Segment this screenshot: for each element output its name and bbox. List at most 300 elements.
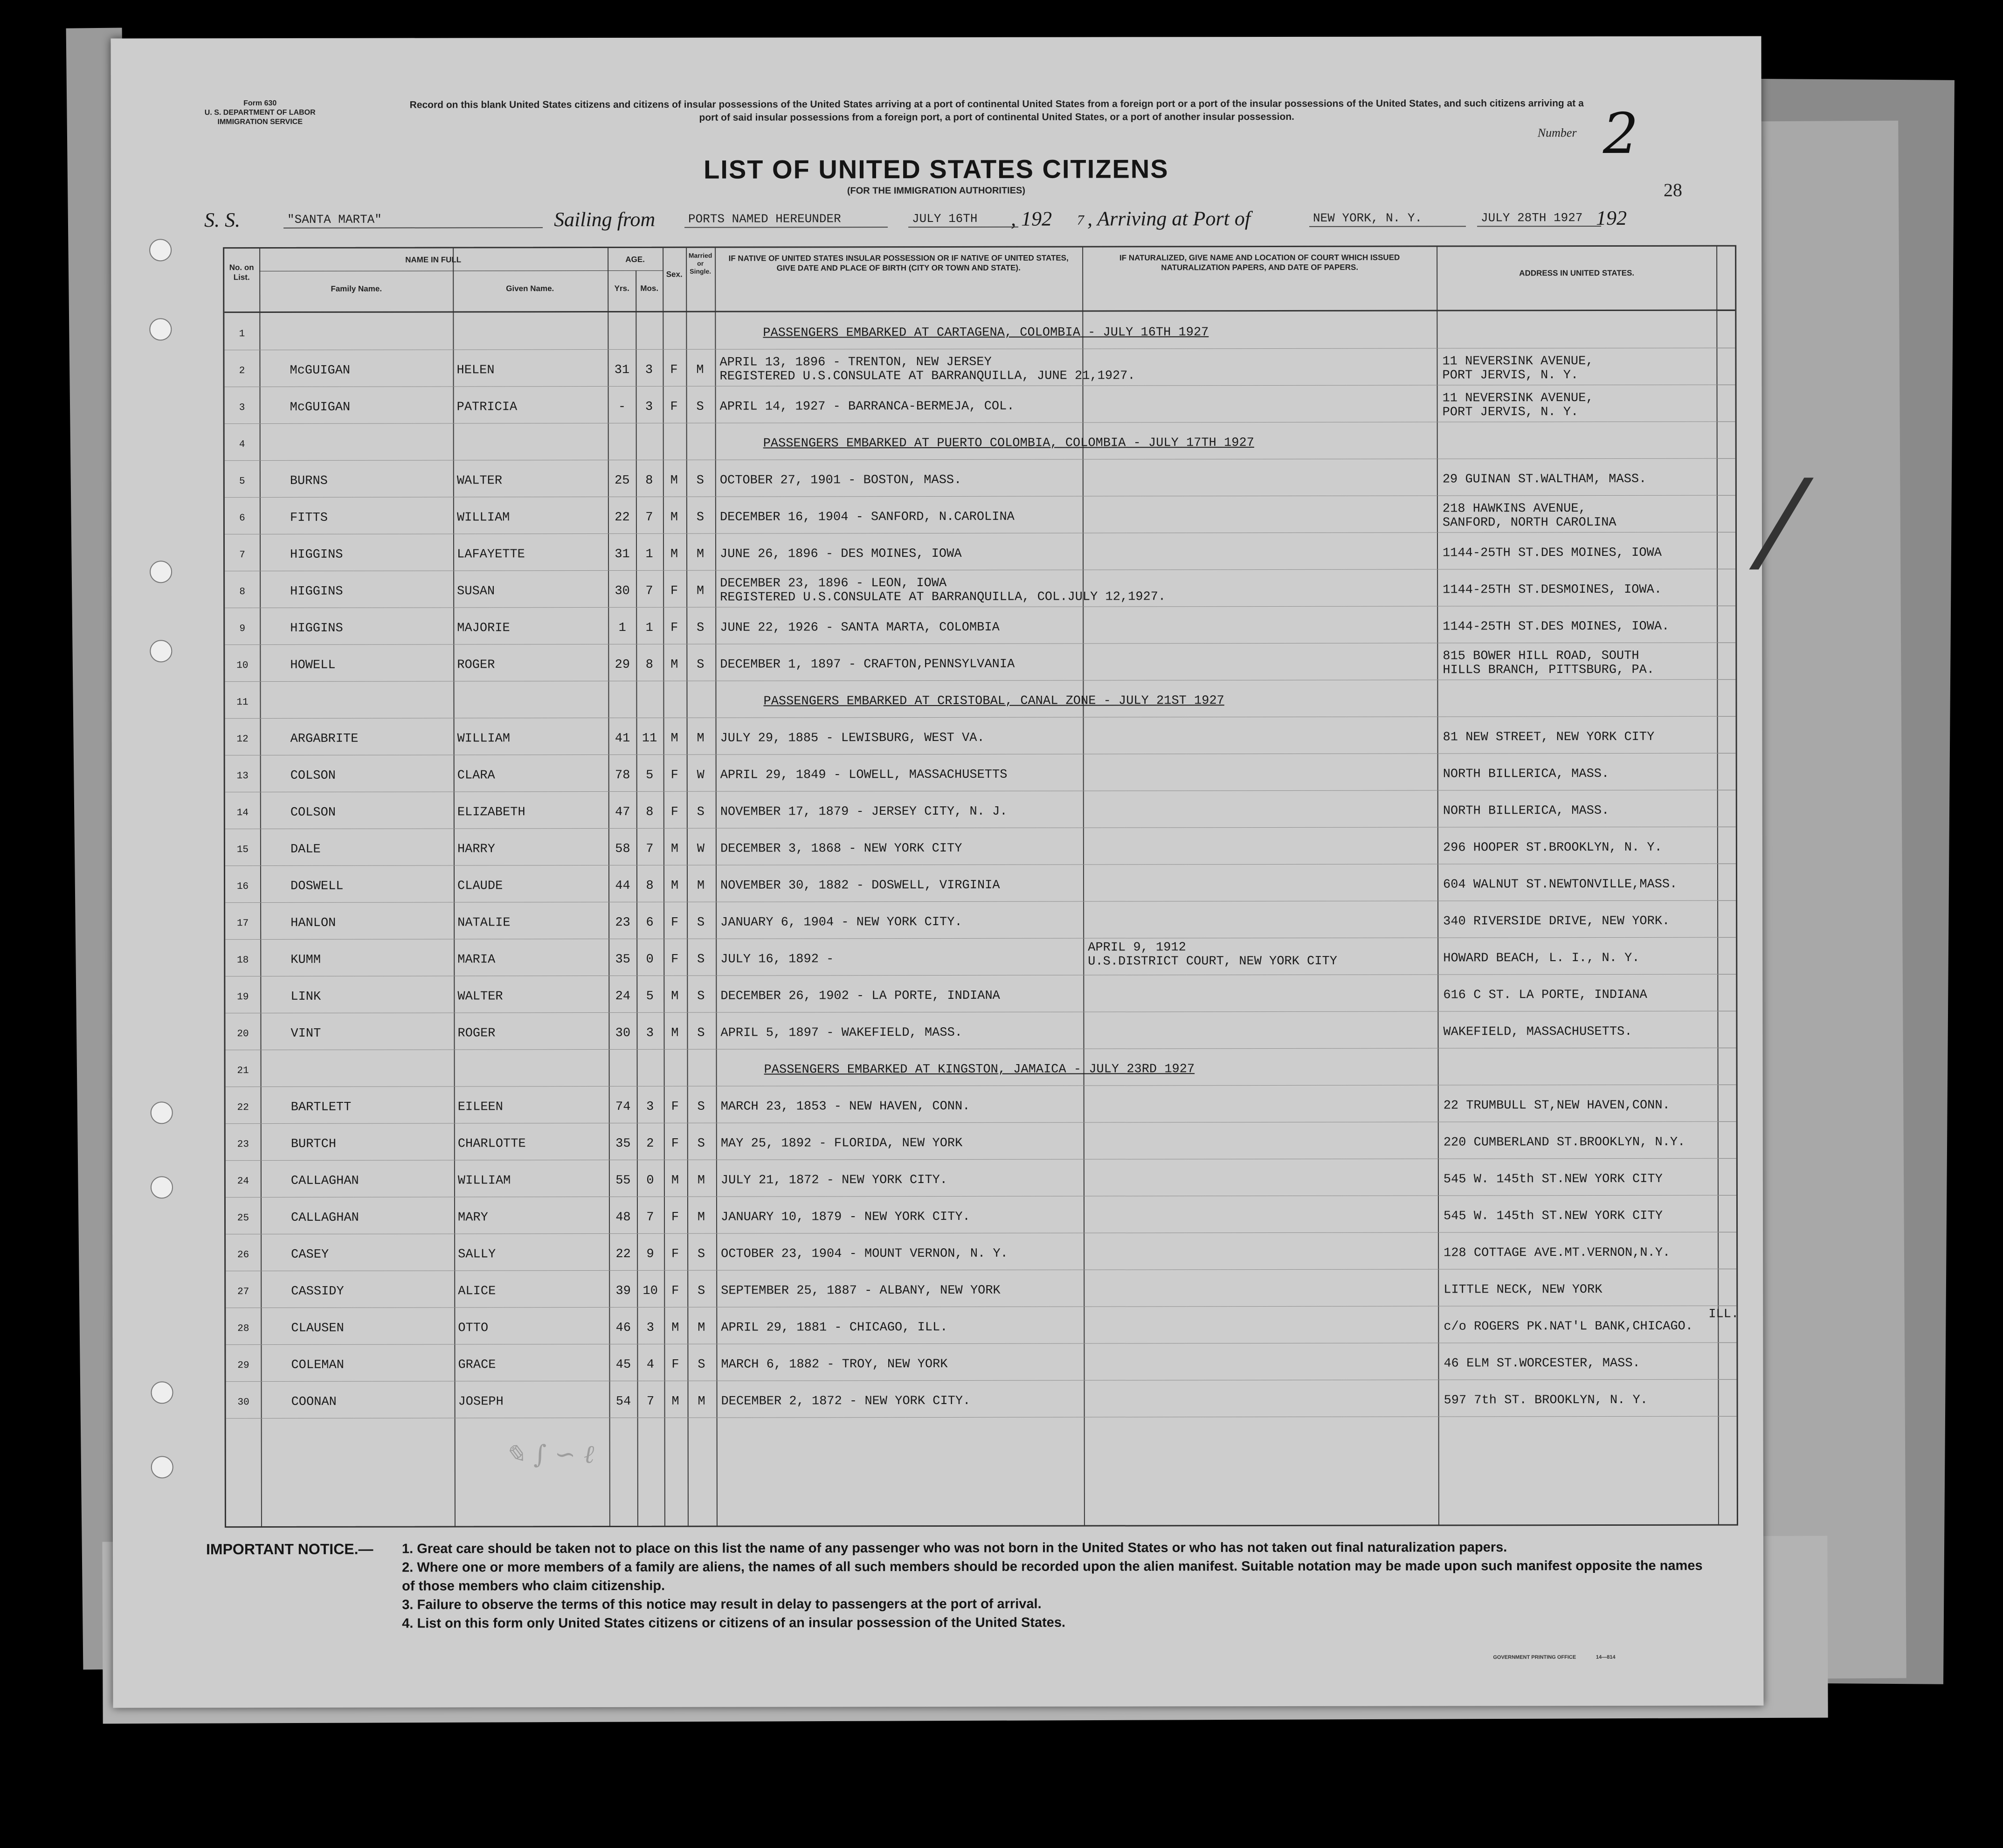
marital-status: S bbox=[698, 1247, 705, 1261]
age-years: 22 bbox=[615, 1247, 631, 1261]
given-name: WILLIAM bbox=[457, 1174, 511, 1188]
marital-status: S bbox=[697, 1100, 705, 1114]
birth-date-place: MARCH 23, 1853 - NEW HAVEN, CONN. bbox=[720, 1099, 970, 1114]
age-months: 3 bbox=[645, 363, 653, 377]
address: 128 COTTAGE AVE.MT.VERNON,N.Y. bbox=[1444, 1246, 1671, 1260]
age-years: 1 bbox=[618, 621, 626, 635]
sex: M bbox=[670, 731, 678, 746]
age-months: 1 bbox=[645, 621, 653, 635]
table-row bbox=[225, 495, 1735, 534]
row-number: 3 bbox=[239, 402, 245, 414]
pencil-mark: ⁄ bbox=[1771, 456, 1792, 597]
given-name: SUSAN bbox=[457, 584, 495, 599]
given-name: OTTO bbox=[458, 1321, 489, 1336]
ss-label: S. S. bbox=[204, 208, 241, 232]
service-name: IMMIGRATION SERVICE bbox=[217, 118, 303, 126]
birth-date-place: DECEMBER 26, 1902 - LA PORTE, INDIANA bbox=[720, 989, 1000, 1004]
sex: F bbox=[671, 952, 679, 967]
given-name: PATRICIA bbox=[456, 400, 518, 415]
given-name: ROGER bbox=[457, 1026, 496, 1041]
header-married-single: Married or Single. bbox=[688, 251, 712, 275]
birth-date-place: JANUARY 6, 1904 - NEW YORK CITY. bbox=[720, 915, 962, 930]
page-number: 28 bbox=[1663, 179, 1682, 201]
embarkation-heading: PASSENGERS EMBARKED AT CARTAGENA, COLOMBIA - JULY 16TH 1927 bbox=[763, 325, 1209, 340]
sex: M bbox=[670, 879, 679, 893]
table-row bbox=[226, 1158, 1736, 1197]
row-number: 15 bbox=[236, 844, 249, 856]
family-name: BURTCH bbox=[290, 1137, 337, 1151]
marital-status: M bbox=[697, 1210, 705, 1225]
address-line2: PORT JERVIS, N. Y. bbox=[1442, 405, 1579, 420]
binder-hole bbox=[149, 239, 172, 261]
age-months: 8 bbox=[645, 473, 653, 488]
given-name: WILLIAM bbox=[456, 511, 510, 525]
birth-date-place: APRIL 5, 1897 - WAKEFIELD, MASS. bbox=[720, 1025, 962, 1040]
birth-date-place: DECEMBER 16, 1904 - SANFORD, N.CAROLINA bbox=[719, 510, 1015, 525]
marital-status: M bbox=[697, 1173, 705, 1188]
sailing-date: JULY 16TH bbox=[908, 212, 1018, 228]
section-heading-row bbox=[224, 311, 1735, 350]
sex: F bbox=[670, 584, 678, 598]
marital-status: M bbox=[696, 547, 705, 561]
notice-item: 1. Great care should be taken not to place on this list the name of any passenger who was not born in the United States or who has not taken out final naturalization papers. bbox=[402, 1540, 1507, 1557]
table-row bbox=[225, 827, 1736, 866]
age-years: 39 bbox=[615, 1284, 631, 1298]
age-years: 74 bbox=[615, 1100, 631, 1114]
row-number: 10 bbox=[236, 660, 249, 671]
age-months: 3 bbox=[646, 1100, 654, 1114]
address: 545 W. 145th ST.NEW YORK CITY bbox=[1444, 1209, 1663, 1224]
record-instructions: Record on this blank United States citizens and citizens of insular possessions of the United States arriving at a port of continental United States from a foreign port or a port of the insular possessions of the United States, and such citizens arriving at a port of said insular possessions from a foreign port, a port of continental United States, or a port of another insular possession. bbox=[409, 98, 1584, 123]
binder-hole bbox=[149, 318, 172, 340]
address-line2: PORT JERVIS, N. Y. bbox=[1442, 368, 1579, 383]
table-row bbox=[224, 348, 1735, 387]
sex: M bbox=[671, 989, 679, 1004]
row-number: 23 bbox=[237, 1139, 249, 1150]
given-name: MARIA bbox=[457, 953, 496, 967]
family-name: CLAUSEN bbox=[291, 1321, 344, 1336]
printer-imprint bbox=[1493, 1654, 1615, 1660]
age-years: 46 bbox=[615, 1321, 631, 1335]
number-label: Number bbox=[1537, 126, 1577, 140]
sex: F bbox=[671, 915, 679, 930]
table-row bbox=[225, 716, 1736, 755]
age-years: 29 bbox=[615, 658, 630, 672]
given-name: WILLIAM bbox=[457, 732, 511, 746]
address: 220 CUMBERLAND ST.BROOKLYN, N.Y. bbox=[1443, 1135, 1685, 1150]
arrival-date: JULY 28TH 1927 bbox=[1477, 211, 1601, 227]
header-name-in-full: NAME IN FULL bbox=[405, 255, 462, 264]
marital-status: S bbox=[697, 621, 705, 635]
birth-date-place: APRIL 14, 1927 - BARRANCA-BERMEJA, COL. bbox=[719, 399, 1015, 414]
age-months: 2 bbox=[646, 1136, 654, 1151]
birth-date-place: NOVEMBER 30, 1882 - DOSWELL, VIRGINIA bbox=[720, 878, 1000, 893]
list-number: 2 bbox=[1602, 101, 1639, 167]
age-months: 5 bbox=[646, 768, 654, 782]
address: 1144-25TH ST.DES MOINES, IOWA. bbox=[1443, 619, 1670, 634]
age-years: 24 bbox=[615, 989, 631, 1004]
marital-status: S bbox=[697, 1026, 705, 1040]
address: HOWARD BEACH, L. I., N. Y. bbox=[1443, 951, 1640, 966]
row-number: 26 bbox=[237, 1250, 249, 1261]
address: 340 RIVERSIDE DRIVE, NEW YORK. bbox=[1443, 914, 1670, 929]
family-name: HIGGINS bbox=[290, 584, 343, 599]
family-name: DALE bbox=[290, 842, 321, 857]
passenger-table bbox=[223, 245, 1738, 1528]
age-years: 23 bbox=[615, 915, 630, 930]
age-months: 7 bbox=[645, 584, 653, 598]
age-months: 11 bbox=[642, 731, 657, 746]
family-name: McGUIGAN bbox=[290, 400, 351, 415]
marital-status: M bbox=[696, 363, 704, 377]
birth-date-place: DECEMBER 23, 1896 - LEON, IOWA bbox=[720, 576, 947, 591]
ship-name: "SANTA MARTA" bbox=[283, 212, 543, 228]
sex: M bbox=[671, 1173, 679, 1188]
table-row bbox=[225, 385, 1735, 424]
sex: F bbox=[670, 363, 678, 377]
marital-status: M bbox=[698, 1394, 705, 1409]
family-name: ARGABRITE bbox=[290, 732, 359, 746]
family-name: CASEY bbox=[291, 1247, 329, 1262]
age-months: 6 bbox=[646, 915, 654, 930]
arriving-label: , Arriving at Port of bbox=[1087, 207, 1251, 230]
age-months: 9 bbox=[646, 1247, 654, 1261]
family-name: DOSWELL bbox=[290, 879, 344, 893]
sex: F bbox=[671, 1210, 679, 1225]
given-name: ROGER bbox=[457, 658, 495, 672]
sex: M bbox=[670, 510, 678, 525]
header-mos: Mos. bbox=[640, 284, 659, 293]
family-name: HANLON bbox=[290, 916, 336, 930]
age-years: 48 bbox=[615, 1210, 631, 1225]
sex: F bbox=[671, 1357, 679, 1372]
row-number: 24 bbox=[237, 1176, 249, 1187]
marital-status: S bbox=[697, 915, 705, 930]
sex: M bbox=[671, 1321, 679, 1335]
age-months: 8 bbox=[646, 879, 654, 893]
family-name: HIGGINS bbox=[290, 621, 343, 636]
birth-date-place: DECEMBER 1, 1897 - CRAFTON,PENNSYLVANIA bbox=[720, 657, 1015, 672]
header-sex: Sex. bbox=[666, 270, 683, 279]
age-months: 0 bbox=[646, 952, 654, 967]
row-number: 13 bbox=[236, 771, 249, 782]
page-title: LIST OF UNITED STATES CITIZENS bbox=[704, 154, 1169, 184]
family-name: HIGGINS bbox=[290, 547, 343, 562]
sex: F bbox=[671, 1247, 679, 1261]
given-name: EILEEN bbox=[457, 1100, 503, 1114]
header-age: AGE. bbox=[625, 255, 645, 264]
age-years: 25 bbox=[615, 473, 630, 488]
naturalization-court: U.S.DISTRICT COURT, NEW YORK CITY bbox=[1088, 954, 1337, 969]
age-years: 55 bbox=[615, 1173, 631, 1188]
header-birth: IF NATIVE OF UNITED STATES INSULAR POSSESSION OR IF NATIVE OF UNITED STATES, GIVE DATE AND PLACE OF BIRTH (CITY OR TOWN AND STATE). bbox=[728, 253, 1069, 273]
sex: M bbox=[670, 473, 678, 488]
age-years: 22 bbox=[615, 510, 630, 525]
header-naturalized: IF NATURALIZED, GIVE NAME AND LOCATION OF COURT WHICH ISSUED NATURALIZATION PAPERS, AND DATE OF PAPERS. bbox=[1119, 253, 1400, 272]
marital-status: M bbox=[697, 879, 705, 893]
birth-date-place: JUNE 22, 1926 - SANTA MARTA, COLOMBIA bbox=[720, 620, 1000, 635]
address-line2: SANFORD, NORTH CAROLINA bbox=[1442, 515, 1616, 530]
embarkation-heading: PASSENGERS EMBARKED AT KINGSTON, JAMAICA - JULY 23RD 1927 bbox=[764, 1062, 1195, 1077]
given-name: CLARA bbox=[457, 768, 495, 783]
birth-date-place: DECEMBER 2, 1872 - NEW YORK CITY. bbox=[721, 1394, 971, 1409]
age-years: 54 bbox=[615, 1394, 631, 1409]
table-row bbox=[225, 900, 1736, 940]
address-line1: 218 HAWKINS AVENUE, bbox=[1442, 502, 1586, 516]
marital-status: S bbox=[696, 510, 705, 525]
given-name: CHARLOTTE bbox=[457, 1137, 526, 1151]
table-row bbox=[225, 1011, 1736, 1050]
header-family-name: Family Name. bbox=[331, 284, 382, 293]
naturalization-date: APRIL 9, 1912 bbox=[1088, 941, 1186, 955]
given-name: WALTER bbox=[457, 990, 503, 1004]
family-name: LINK bbox=[290, 990, 321, 1004]
sex: M bbox=[670, 658, 678, 672]
sex: F bbox=[670, 400, 678, 414]
embarkation-heading: PASSENGERS EMBARKED AT PUERTO COLOMBIA, COLOMBIA - JULY 17TH 1927 bbox=[763, 436, 1254, 451]
given-name: NATALIE bbox=[457, 916, 511, 930]
sex: F bbox=[670, 805, 678, 819]
birth-date-place: JULY 21, 1872 - NEW YORK CITY. bbox=[720, 1173, 948, 1188]
address: 616 C ST. LA PORTE, INDIANA bbox=[1443, 988, 1647, 1003]
birth-date-place: DECEMBER 3, 1868 - NEW YORK CITY bbox=[720, 841, 962, 856]
age-years: - bbox=[618, 400, 626, 414]
table-row bbox=[225, 458, 1735, 498]
address: 1144-25TH ST.DESMOINES, IOWA. bbox=[1443, 582, 1662, 597]
table-row bbox=[225, 864, 1736, 903]
birth-date-place: JUNE 26, 1896 - DES MOINES, IOWA bbox=[720, 547, 962, 561]
age-years: 31 bbox=[614, 363, 630, 377]
age-years: 58 bbox=[615, 842, 630, 856]
age-months: 3 bbox=[645, 400, 653, 414]
notice-label: IMPORTANT NOTICE.— bbox=[206, 1540, 373, 1558]
binder-hole bbox=[150, 640, 172, 662]
age-months: 7 bbox=[645, 510, 653, 525]
age-months: 1 bbox=[645, 547, 653, 561]
sex: M bbox=[670, 547, 678, 561]
row-number: 21 bbox=[237, 1066, 249, 1077]
table-row bbox=[226, 1306, 1739, 1345]
family-name: KUMM bbox=[290, 953, 321, 967]
table-row bbox=[226, 1232, 1736, 1271]
manifest-sheet bbox=[111, 36, 1792, 1708]
row-number: 4 bbox=[239, 439, 245, 450]
row-number: 28 bbox=[237, 1323, 249, 1335]
section-heading-row bbox=[226, 1048, 1736, 1087]
row-number: 7 bbox=[239, 550, 245, 561]
marital-status: S bbox=[698, 1284, 705, 1298]
row-number: 8 bbox=[239, 587, 245, 598]
age-months: 3 bbox=[646, 1321, 654, 1335]
row-number: 5 bbox=[239, 476, 245, 487]
year-label: , 192 bbox=[1011, 207, 1052, 230]
notice-item: 2. Where one or more members of a family are aliens, the names of all such members should be recorded upon the alien manifest. Suitable notation may be made upon such manifest opposite the names of those members who claim citizenship. bbox=[402, 1558, 1703, 1594]
sex: M bbox=[670, 842, 679, 856]
address: 1144-25TH ST.DES MOINES, IOWA bbox=[1443, 546, 1662, 561]
family-name: FITTS bbox=[290, 511, 328, 525]
binder-hole bbox=[151, 1381, 173, 1404]
sex: F bbox=[671, 1284, 679, 1298]
row-number: 14 bbox=[236, 808, 249, 819]
marital-status: M bbox=[698, 1321, 705, 1335]
marital-status: S bbox=[697, 989, 705, 1004]
table-row bbox=[226, 1269, 1736, 1308]
address: 81 NEW STREET, NEW YORK CITY bbox=[1443, 730, 1655, 745]
age-years: 47 bbox=[615, 805, 630, 819]
row-number: 1 bbox=[239, 329, 245, 340]
marital-status: S bbox=[697, 952, 705, 967]
header-no-on-list: No. on List. bbox=[229, 263, 254, 282]
table-row bbox=[225, 974, 1736, 1013]
marital-status: S bbox=[697, 805, 705, 819]
table-row bbox=[225, 643, 1735, 682]
row-number: 17 bbox=[237, 918, 249, 929]
address: 296 HOOPER ST.BROOKLYN, N. Y. bbox=[1443, 840, 1662, 855]
notice-items bbox=[402, 1538, 1707, 1633]
address-line1: 815 BOWER HILL ROAD, SOUTH bbox=[1443, 649, 1639, 664]
given-name: SALLY bbox=[458, 1247, 496, 1262]
row-number: 27 bbox=[237, 1287, 249, 1298]
given-name: MARY bbox=[458, 1211, 488, 1225]
age-years: 35 bbox=[615, 1136, 631, 1151]
family-name: CALLAGHAN bbox=[290, 1174, 359, 1188]
age-months: 4 bbox=[646, 1357, 655, 1372]
family-name: COLSON bbox=[290, 768, 336, 783]
table-row bbox=[225, 532, 1735, 571]
page-subtitle: (FOR THE IMMIGRATION AUTHORITIES) bbox=[847, 185, 1026, 196]
row-number: 12 bbox=[236, 734, 249, 745]
table-row bbox=[226, 1085, 1736, 1124]
age-months: 7 bbox=[646, 842, 654, 856]
sex: F bbox=[671, 1136, 679, 1151]
row-number: 29 bbox=[237, 1360, 249, 1371]
address: 604 WALNUT ST.NEWTONVILLE,MASS. bbox=[1443, 877, 1678, 892]
age-years: 41 bbox=[615, 731, 630, 746]
binder-hole bbox=[151, 1101, 173, 1124]
notice-item: 4. List on this form only United States citizens or citizens of an insular possession of the United States. bbox=[402, 1615, 1066, 1631]
age-years: 31 bbox=[615, 547, 630, 561]
family-name: BURNS bbox=[290, 474, 328, 488]
age-months: 7 bbox=[646, 1210, 654, 1225]
section-heading-row bbox=[225, 422, 1735, 461]
family-name: COLSON bbox=[290, 805, 336, 820]
table-row bbox=[226, 1195, 1736, 1234]
row-number: 2 bbox=[239, 366, 245, 377]
consulate-registration: REGISTERED U.S.CONSULATE AT BARRANQUILLA, COL.JULY 12,1927. bbox=[720, 590, 1166, 605]
given-name: WALTER bbox=[456, 474, 503, 488]
row-number: 30 bbox=[237, 1397, 249, 1408]
arrival-port: NEW YORK, N. Y. bbox=[1309, 211, 1466, 227]
age-months: 3 bbox=[646, 1026, 654, 1040]
printer-code: 14—814 bbox=[1595, 1654, 1616, 1661]
age-years: 35 bbox=[615, 952, 630, 967]
given-name: JOSEPH bbox=[458, 1395, 504, 1409]
age-months: 7 bbox=[646, 1394, 655, 1409]
given-name: ALICE bbox=[458, 1284, 496, 1299]
birth-date-place: OCTOBER 23, 1904 - MOUNT VERNON, N. Y. bbox=[721, 1246, 1008, 1261]
family-name: VINT bbox=[290, 1026, 321, 1041]
row-number: 6 bbox=[239, 513, 245, 524]
age-years: 30 bbox=[615, 584, 630, 598]
family-name: HOWELL bbox=[290, 658, 336, 672]
header-yrs: Yrs. bbox=[614, 284, 629, 293]
address-line1: 11 NEVERSINK AVENUE, bbox=[1442, 391, 1594, 406]
birth-date-place: JANUARY 10, 1879 - NEW YORK CITY. bbox=[721, 1210, 970, 1225]
age-months: 8 bbox=[646, 805, 654, 819]
address-extra: ILL. bbox=[1708, 1307, 1739, 1322]
address: 46 ELM ST.WORCESTER, MASS. bbox=[1444, 1356, 1640, 1371]
address: c/o ROGERS PK.NAT'L BANK,CHICAGO. bbox=[1444, 1319, 1693, 1334]
address: 29 GUINAN ST.WALTHAM, MASS. bbox=[1442, 472, 1647, 487]
given-name: CLAUDE bbox=[457, 879, 503, 893]
age-months: 8 bbox=[645, 658, 653, 672]
row-number: 9 bbox=[239, 623, 246, 635]
sex: F bbox=[671, 1100, 679, 1114]
family-name: COLEMAN bbox=[291, 1358, 344, 1372]
marital-status: W bbox=[697, 768, 705, 782]
arrival-year-label: 192 bbox=[1596, 206, 1627, 230]
marital-status: M bbox=[697, 584, 705, 598]
marital-status: W bbox=[697, 842, 705, 856]
form-identifier bbox=[181, 99, 339, 127]
row-number: 19 bbox=[237, 992, 249, 1003]
birth-date-place: SEPTEMBER 25, 1887 - ALBANY, NEW YORK bbox=[721, 1283, 1001, 1298]
marital-status: S bbox=[696, 400, 704, 414]
age-years: 45 bbox=[615, 1357, 631, 1372]
sex: F bbox=[670, 621, 678, 635]
header-address: ADDRESS IN UNITED STATES. bbox=[1519, 268, 1635, 278]
address: WAKEFIELD, MASSACHUSETTS. bbox=[1443, 1024, 1632, 1039]
table-row bbox=[225, 937, 1736, 976]
table-row bbox=[226, 1343, 1736, 1382]
birth-date-place: JULY 29, 1885 - LEWISBURG, WEST VA. bbox=[720, 731, 985, 746]
marital-status: S bbox=[696, 473, 704, 488]
birth-date-place: APRIL 29, 1849 - LOWELL, MASSACHUSETTS bbox=[720, 768, 1008, 782]
given-name: MAJORIE bbox=[457, 621, 510, 636]
row-number: 22 bbox=[237, 1102, 249, 1114]
age-years: 44 bbox=[615, 879, 630, 893]
sailing-from: PORTS NAMED HEREUNDER bbox=[684, 212, 888, 228]
embarkation-heading: PASSENGERS EMBARKED AT CRISTOBAL, CANAL ZONE - JULY 21ST 1927 bbox=[763, 694, 1224, 709]
marital-status: S bbox=[698, 1357, 705, 1372]
table-row bbox=[225, 790, 1736, 829]
table-row bbox=[226, 1379, 1737, 1419]
birth-date-place: NOVEMBER 17, 1879 - JERSEY CITY, N. J. bbox=[720, 804, 1008, 819]
row-number: 20 bbox=[237, 1029, 249, 1040]
binder-hole bbox=[151, 1456, 173, 1478]
department-name: U. S. DEPARTMENT OF LABOR bbox=[204, 108, 316, 117]
handwritten-signature: ✎ ∫ ∽ ℓ bbox=[504, 1440, 594, 1469]
given-name: HARRY bbox=[457, 842, 495, 857]
year-suffix: 7 bbox=[1077, 212, 1084, 228]
family-name: COONAN bbox=[291, 1395, 337, 1409]
family-name: CALLAGHAN bbox=[291, 1211, 359, 1225]
address: 22 TRUMBULL ST,NEW HAVEN,CONN. bbox=[1443, 1098, 1670, 1113]
given-name: HELEN bbox=[456, 363, 495, 378]
row-number: 25 bbox=[237, 1213, 249, 1224]
address: NORTH BILLERICA, MASS. bbox=[1443, 803, 1609, 818]
row-number: 18 bbox=[237, 955, 249, 966]
sex: M bbox=[671, 1026, 679, 1040]
important-notice bbox=[206, 1538, 1703, 1631]
sex: F bbox=[670, 768, 678, 782]
sailing-label: Sailing from bbox=[554, 208, 656, 231]
table-row bbox=[225, 753, 1736, 792]
given-name: GRACE bbox=[458, 1358, 496, 1372]
form-number: Form 630 bbox=[243, 99, 277, 108]
given-name: LAFAYETTE bbox=[457, 547, 525, 562]
age-months: 5 bbox=[646, 989, 654, 1004]
